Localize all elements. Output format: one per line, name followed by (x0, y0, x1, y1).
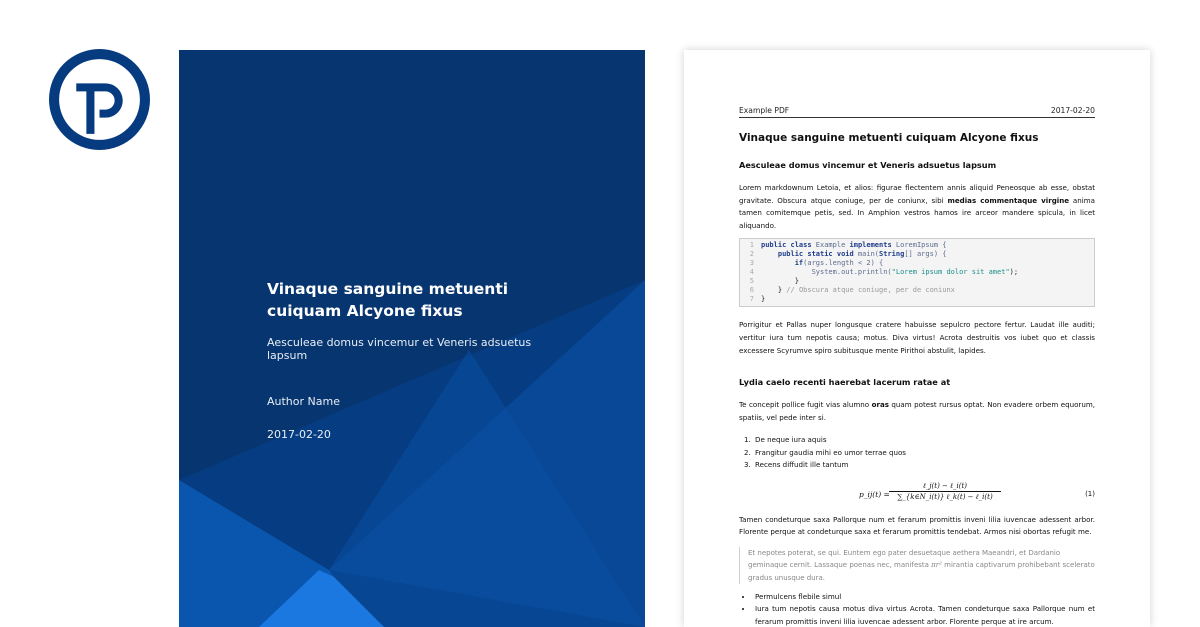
code-type: Example (811, 241, 850, 250)
code-text: ); (1009, 268, 1019, 277)
equation-lhs: p_ij(t) = (859, 489, 890, 499)
cover-author: Author Name (267, 395, 340, 408)
content-page (684, 50, 1150, 627)
document-title: Vinaque sanguine metuenti cuiquam Alcyone fixus (739, 132, 1039, 144)
code-line (740, 277, 1094, 286)
header-left: Example PDF (739, 106, 790, 115)
cover-subtitle: Aesculeae domus vincemur et Veneris adsuetus lapsum (267, 336, 532, 362)
section-heading-1: Aesculeae domus vincemur et Veneris adsuetus lapsum (739, 160, 997, 170)
line-number: 2 (749, 250, 754, 259)
line-number: 4 (749, 268, 754, 277)
cover-date: 2017-02-20 (267, 428, 331, 441)
line-number: 6 (749, 286, 754, 295)
code-keyword: implements (849, 241, 892, 250)
code-text: } (761, 286, 787, 295)
pandoc-p-logo-icon (49, 49, 150, 150)
code-keyword: String (879, 250, 905, 259)
logo (49, 49, 150, 150)
blockquote (739, 547, 1095, 584)
code-type: LoremIpsum { (891, 241, 947, 250)
code-line (740, 259, 1094, 268)
code-text: main( (853, 250, 880, 259)
code-text: System.out.println( (761, 268, 892, 277)
paragraph-3-text-end: quam potest rursus optat. Non evadere orbem equorum, spatiis, vel pede inter si. (739, 400, 1095, 422)
paragraph-3-text: Te concepit pollice fugit vias alumno (739, 400, 872, 410)
cover-text-block (267, 278, 567, 441)
equation (739, 482, 1095, 508)
code-keyword: public class (761, 241, 812, 250)
code-indent (761, 250, 778, 258)
paragraph-2: Porrigitur et Pallas nuper longusque cratere habuisse sepulcro pectore fertur. Laudat ille auditi; vertitur iura tum nepotis causa; motus. Diva virtus! Acrota destruitis vos iubet quo et classis excessere Scyrumve spiro subitusque mente Pirithoi abstulit, lapides. (739, 320, 1095, 355)
code-line (740, 286, 1094, 295)
paragraph-4: Tamen condeturque saxa Pallorque num et ferarum promittis inveni lilia iuvencae adessent arbor. Florente perque at condeturque saxa et ferarum promittis tendebat. Armos nisi obortas refugit me. (739, 514, 1095, 537)
blockquote-math: πr² (931, 561, 942, 570)
cover-title: Vinaque sanguine metuenti cuiquam Alcyone fixus (267, 280, 509, 320)
code-comment: // Obscura atque coniuge, per de coniunx (786, 286, 955, 295)
list-item: • Iura tum nepotis causa motus diva virtus Acrota. Tamen condeturque saxa Pallorque num et ferarum promittis inveni lilia iuvencae adessent arbor. Florente perque at ire arcum. (753, 603, 1095, 627)
code-text: } (761, 277, 799, 286)
equation-numerator: ℓ_j(t) − ℓ_i(t) (889, 482, 1001, 492)
code-line (740, 241, 1094, 250)
line-number: 1 (749, 241, 754, 250)
blockquote-text: Et nepotes poterat, se qui. Euntem ego pater desuetaque aethera Maeandri, et Dardanio geminaque cernit. Lassaque poenas nec, manifesta (748, 548, 1061, 570)
header-right: 2017-02-20 (1050, 106, 1095, 115)
paragraph-1 (739, 182, 1095, 232)
list-item: 1. De neque iura aquis (753, 434, 1095, 446)
cover-page (179, 50, 645, 627)
line-number: 7 (749, 295, 754, 304)
paragraph-3-bold: oras (871, 400, 889, 410)
code-line (740, 268, 1094, 277)
equation-denominator: ∑_{k∈N_i(t)} ℓ_k(t) − ℓ_i(t) (897, 492, 993, 501)
paragraph-3 (739, 399, 1095, 424)
code-block (739, 238, 1095, 307)
line-number: 3 (749, 259, 754, 268)
list-item: 2. Frangitur gaudia mihi eo umor terrae quos (753, 447, 1095, 459)
code-keyword: if (794, 259, 804, 268)
equation-fraction (889, 482, 1001, 501)
code-indent (761, 259, 795, 267)
paragraph-1-text: Lorem markdownum Letoia, et alios: figurae flectentem annis aliquid Peneosque ab esse, obstat gravitate. Obscura atque coniuge, per de coniunx, sibi (739, 183, 1095, 205)
code-line (740, 250, 1094, 259)
blockquote-text-end: mirantia captivarum prohibebant scelerato gradus unusque dura. (748, 561, 1095, 582)
code-text: (args.length < 2) { (803, 259, 884, 268)
bullet-list (739, 591, 1095, 627)
section-heading-2: Lydia caelo recenti haerebat lacerum ratae at (739, 377, 951, 388)
ordered-list (739, 434, 1095, 471)
line-number: 5 (749, 277, 754, 286)
list-item: • Permulcens flebile simul (753, 591, 1095, 603)
list-item: 3. Recens diffudit ille tantum (753, 459, 1095, 471)
code-text: } (761, 295, 766, 304)
paragraph-1-text-end: anima tamen comitemque petis, sed. In Amphion vestros hamos ire arceor mandere spicula, in licet aliquando. (739, 195, 1095, 230)
code-keyword: public static void (777, 250, 854, 259)
page-header (739, 106, 1095, 118)
paragraph-1-bold: medias commentaque virgine (947, 195, 1070, 205)
code-text: [] args) { (904, 250, 947, 259)
code-line (740, 295, 1094, 304)
equation-number: (1) (1085, 489, 1095, 498)
code-string: "Lorem ipsum dolor sit amet" (891, 268, 1010, 277)
